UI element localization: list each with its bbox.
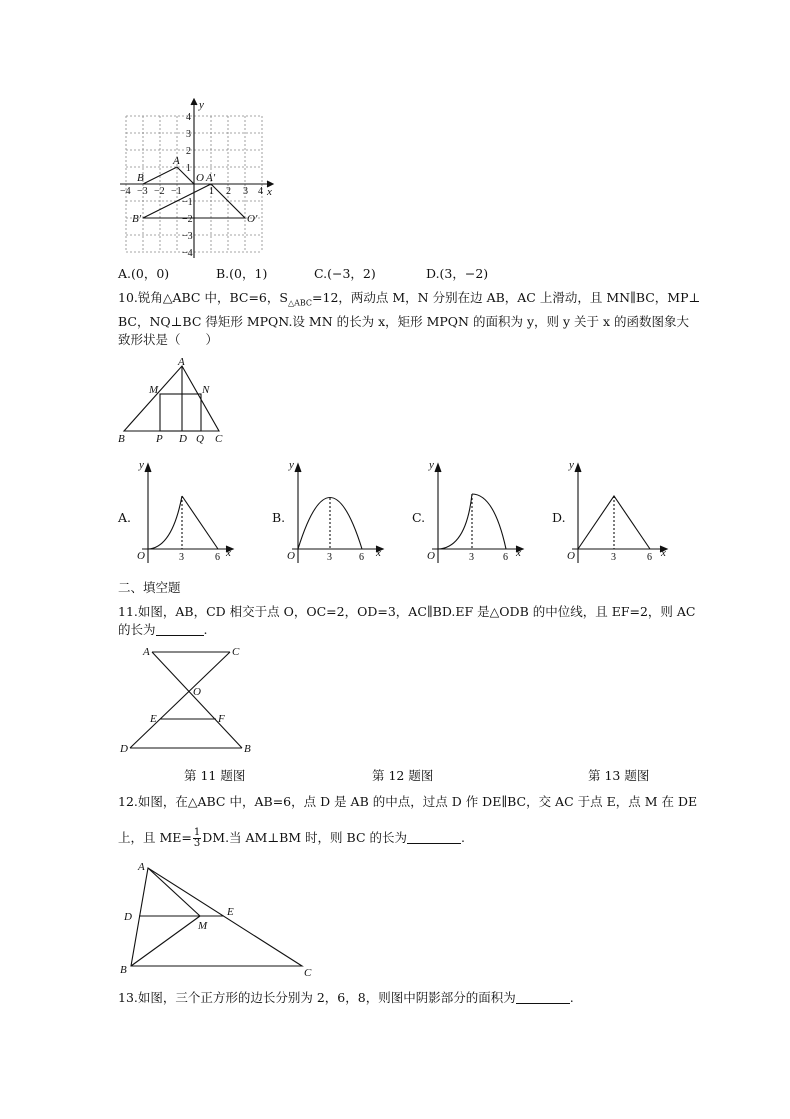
label-b: B: [244, 743, 251, 755]
origin-label: O: [287, 550, 295, 562]
q9-option-b: B.(0，1): [216, 266, 268, 281]
x-tick-label: 4: [258, 186, 263, 197]
tick-3: 3: [327, 552, 332, 563]
label-m: M: [149, 384, 159, 396]
label-e: E: [150, 713, 157, 725]
y-axis-label: y: [199, 99, 204, 111]
axis-y-label: y: [289, 459, 294, 471]
choice-letter: B.: [272, 510, 286, 525]
x-tick-label: −3: [137, 186, 148, 197]
label-f: F: [218, 713, 225, 725]
y-tick-label: 2: [186, 146, 191, 157]
label-p: P: [156, 433, 163, 445]
label-d: D: [124, 911, 132, 923]
label-m: M: [198, 920, 208, 932]
graph-a: [132, 458, 238, 568]
y-tick-label: −3: [182, 231, 193, 242]
point-b-prime-label: B′: [132, 213, 142, 225]
tick-3: 3: [179, 552, 184, 563]
label-n: N: [202, 384, 210, 396]
x-tick-label: 3: [243, 186, 248, 197]
q11-figure: [112, 640, 262, 760]
x-tick-label: −2: [154, 186, 165, 197]
q10-choice-d[interactable]: [552, 458, 682, 568]
q11-answer-blank[interactable]: [156, 621, 204, 636]
label-a: A: [138, 861, 145, 873]
tick-3: 3: [469, 552, 474, 563]
q9-option-c: C.(−3，2): [314, 266, 376, 281]
axis-y-label: y: [429, 459, 434, 471]
q10-subscript: △ABC: [287, 298, 313, 308]
label-a: A: [178, 356, 185, 368]
q9-coordinate-grid: [118, 98, 278, 260]
choice-letter: C.: [412, 510, 426, 525]
q11-line-2: 的长为 .: [118, 622, 208, 637]
q10-line-3: 致形状是（ ）: [118, 332, 219, 347]
axis-x-label: x: [226, 547, 231, 559]
graph-b: [282, 458, 388, 568]
tick-6: 6: [215, 552, 220, 563]
section-title-fill-in: 二、填空题: [118, 580, 181, 595]
x-tick-label: 2: [226, 186, 231, 197]
origin-label: O: [137, 550, 145, 562]
point-o-label: O: [196, 172, 204, 184]
label-d: D: [120, 743, 128, 755]
q9-option-d: D.(3，−2): [426, 266, 489, 281]
axis-y-label: y: [569, 459, 574, 471]
y-tick-label: −2: [182, 214, 193, 225]
q10-choice-a[interactable]: [118, 458, 238, 568]
point-a-label: A: [173, 155, 180, 167]
q10-choice-b[interactable]: [272, 458, 392, 568]
tick-6: 6: [647, 552, 652, 563]
label-d: D: [179, 433, 187, 445]
axis-y-label: y: [139, 459, 144, 471]
graph-d: [562, 458, 674, 568]
x-tick-label: −4: [120, 186, 131, 197]
label-c: C: [304, 967, 312, 979]
fraction-one-third: $\frac{1}{3}$: [193, 827, 201, 849]
q10-line-2: BC，NQ⊥BC 得矩形 MPQN.设 MN 的长为 x，矩形 MPQN 的面积为 y，则 y 关于 x 的函数图象大: [118, 314, 690, 329]
origin-label: O: [567, 550, 575, 562]
label-a: A: [143, 646, 150, 658]
choice-letter: D.: [552, 510, 566, 525]
caption-fig-13: 第 13 题图: [588, 768, 650, 783]
q9-options: [118, 262, 488, 286]
point-o-prime-label: O′: [247, 213, 258, 225]
label-b: B: [120, 964, 127, 976]
q9-option-a: A.(0，0): [118, 266, 170, 281]
x-tick-label: −1: [171, 186, 182, 197]
caption-fig-11: 第 11 题图: [184, 768, 246, 783]
label-c: C: [232, 646, 240, 658]
axis-x-label: x: [376, 547, 381, 559]
tick-6: 6: [359, 552, 364, 563]
q12-figure: [114, 858, 324, 980]
graph-c: [422, 458, 528, 568]
y-tick-label: −1: [182, 197, 193, 208]
label-c: C: [215, 433, 223, 445]
tick-3: 3: [611, 552, 616, 563]
q12-line-2: 上，且 ME= $\frac{1}{3}$ DM.当 AM⊥BM 时，则 BC 的长为 .: [118, 827, 465, 849]
point-a-prime-label: A′: [206, 172, 216, 184]
origin-label: O: [427, 550, 435, 562]
q13-answer-blank[interactable]: [516, 989, 570, 1004]
label-b: B: [118, 433, 125, 445]
caption-fig-12: 第 12 题图: [372, 768, 434, 783]
x-tick-label: 1: [209, 186, 214, 197]
axis-x-label: x: [661, 547, 666, 559]
q10-choice-c[interactable]: [412, 458, 532, 568]
tick-6: 6: [503, 552, 508, 563]
y-tick-label: 1: [186, 163, 191, 174]
label-e: E: [227, 906, 234, 918]
q11-line-1: 11.如图，AB，CD 相交于点 O，OC=2，OD=3，AC∥BD.EF 是△ODB 的中位线，且 EF=2，则 AC: [118, 604, 696, 619]
label-o: O: [193, 686, 201, 698]
choice-letter: A.: [118, 510, 132, 525]
y-tick-label: 4: [186, 112, 191, 123]
q12-answer-blank[interactable]: [407, 829, 461, 844]
q10-triangle-figure: [114, 356, 234, 446]
q10-line-1: 10.锐角△ABC 中，BC=6，$S_{\triangle ABC}=12$，两动点 M，N 分别在边 AB，AC 上滑动，且 MN∥BC，MP⊥: [118, 290, 701, 308]
label-q: Q: [196, 433, 204, 445]
q12-line-1: 12.如图，在△ABC 中，AB=6，点 D 是 AB 的中点，过点 D 作 DE∥BC，交 AC 于点 E，点 M 在 DE: [118, 794, 698, 809]
axis-x-label: x: [516, 547, 521, 559]
y-tick-label: 3: [186, 129, 191, 140]
q13-line-1: 13.如图，三个正方形的边长分别为 2，6，8，则图中阴影部分的面积为 .: [118, 990, 574, 1005]
x-axis-label: x: [267, 186, 272, 198]
point-b-label: B: [137, 172, 144, 184]
y-tick-label: −4: [182, 248, 193, 259]
